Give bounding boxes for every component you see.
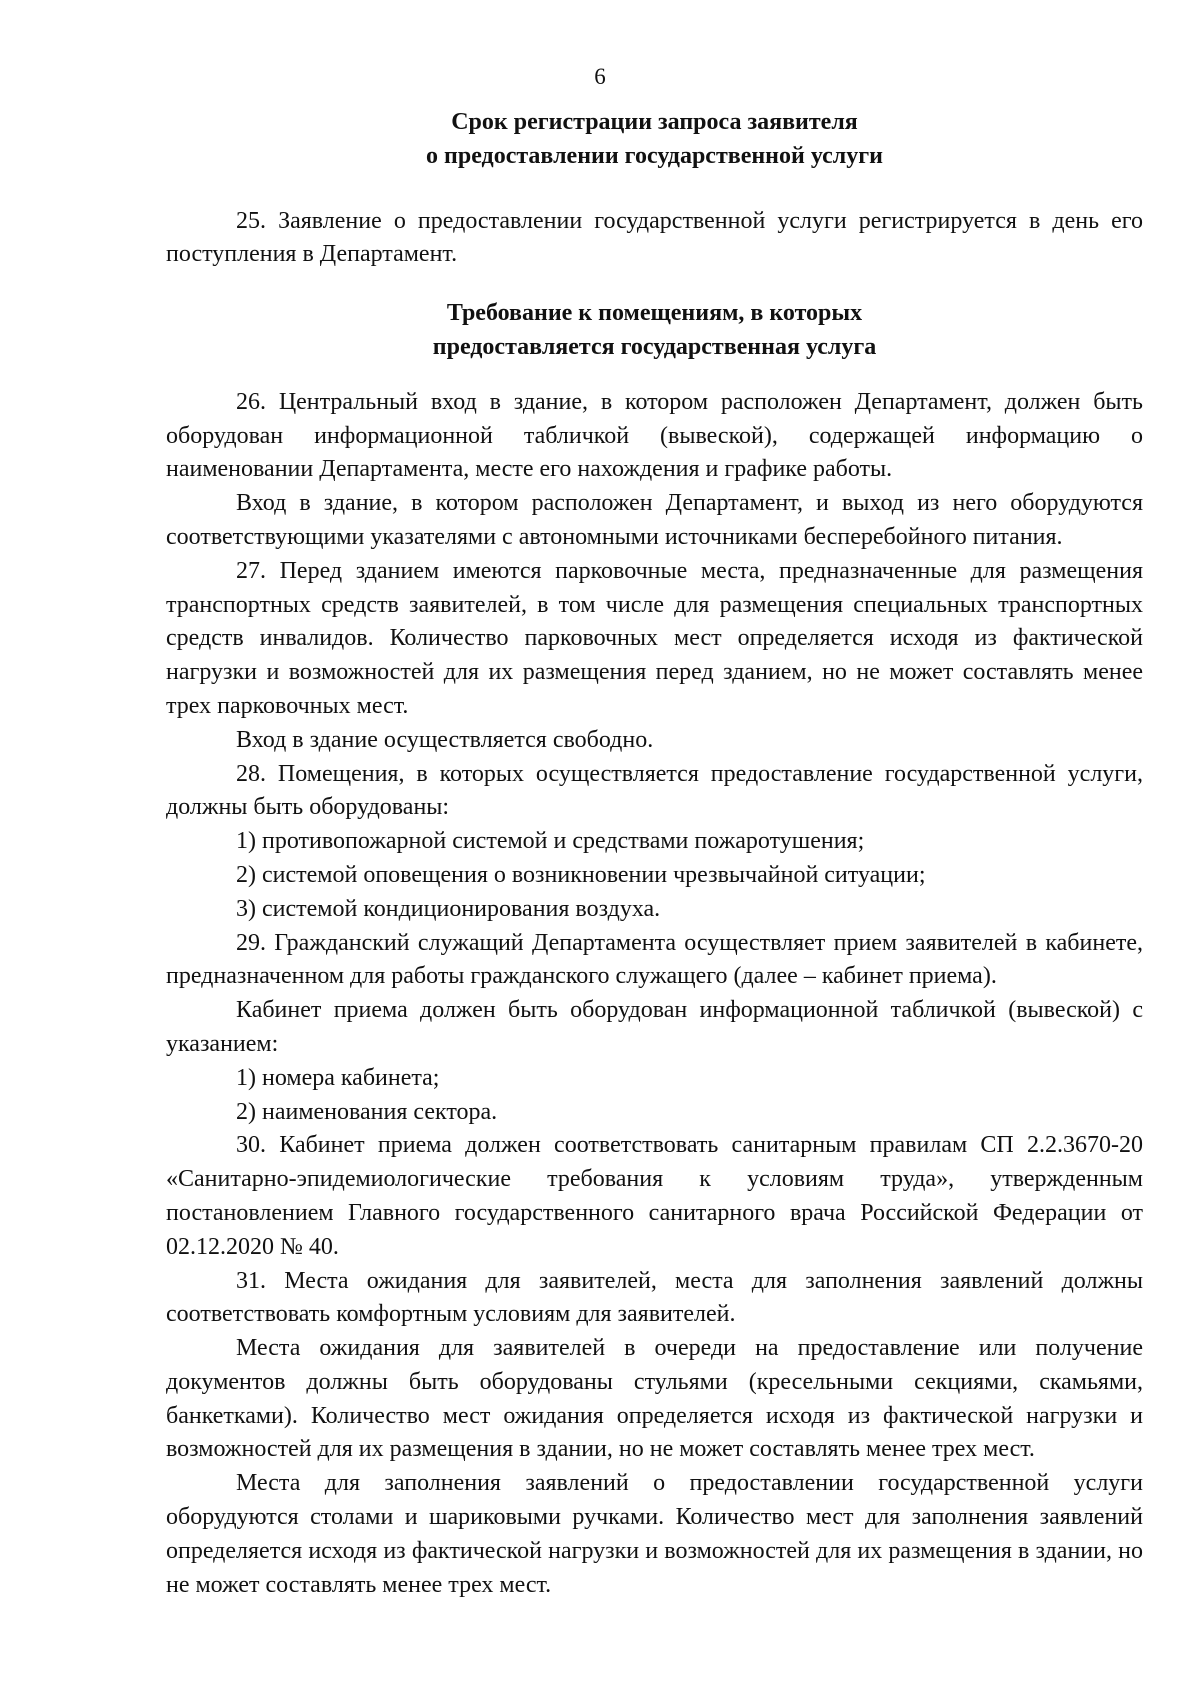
heading-line: предоставляется государственная услуга [432, 333, 877, 360]
heading-line: Срок регистрации запроса заявителя [451, 109, 858, 135]
paragraph-31: 31. Места ожидания для заявителей, места для заполнения заявлений должны соответствовать комфортным условиям для заявителей. [166, 1267, 1143, 1328]
list-item: 2) системой оповещения о возникновении чрезвычайной ситуации; [236, 861, 926, 888]
paragraph-26: 26. Центральный вход в здание, в котором расположен Департамент, должен быть оборудован информационной табличкой (вывеской), содержащей информацию о наименовании Департамента, месте его нахождения и графике работы. [166, 388, 1143, 483]
paragraph-25: 25. Заявление о предоставлении государственной услуги регистрируется в день его поступления в Департамент. [166, 207, 1143, 268]
document-body [166, 106, 1143, 1602]
paragraph-31-filling: Места для заполнения заявлений о предоставлении государственной услуги оборудуются столами и шариковыми ручками. Количество мест для заполнения заявлений определяется исходя из фактической нагрузки и возможностей для их размещения в здании, но не может составлять менее трех мест. [166, 1470, 1143, 1598]
heading-line: Требование к помещениям, в которых [446, 300, 863, 327]
section-heading-registration [166, 106, 1143, 174]
list-item: 2) наименования сектора. [236, 1098, 498, 1125]
heading-line: о предоставлении государственной услуги [426, 142, 883, 169]
list-item: 1) противопожарной системой и средствами пожаротушения; [236, 828, 865, 855]
page-number: 6 [594, 64, 606, 89]
section-heading-premises [166, 297, 1143, 365]
paragraph-29-sign: Кабинет приема должен быть оборудован информационной табличкой (вывеской) с указанием: [166, 997, 1143, 1057]
paragraph-27-free-entry: Вход в здание осуществляется свободно. [236, 726, 654, 753]
paragraph-26-entrance: Вход в здание, в котором расположен Департамент, и выход из него оборудуются соответствующими указателями с автономными источниками бесперебойного питания. [166, 490, 1143, 550]
list-item: 3) системой кондиционирования воздуха. [236, 895, 661, 922]
paragraph-30: 30. Кабинет приема должен соответствовать санитарным правилам СП 2.2.3670-20 «Санитарно-эпидемиологические требования к условиям труда», утвержденным постановлением Главного государственного санитарного врача Российской Федерации от 02.12.2020 № 40. [166, 1132, 1143, 1260]
paragraph-31-waiting: Места ожидания для заявителей в очереди на предоставление или получение документов должны быть оборудованы стульями (кресельными секциями, скамьями, банкетками). Количество мест ожидания определяется исходя из фактической нагрузки и возможностей для их размещения в здании, но не может составлять менее трех мест. [166, 1335, 1143, 1463]
list-item: 1) номера кабинета; [236, 1064, 440, 1091]
paragraph-28: 28. Помещения, в которых осуществляется предоставление государственной услуги, должны быть оборудованы: [166, 760, 1143, 821]
paragraph-27: 27. Перед зданием имеются парковочные места, предназначенные для размещения транспортных средств заявителей, в том числе для размещения специальных транспортных средств инвалидов. Количество парковочных мест определяется исходя из фактической нагрузки и возможностей для их размещения перед зданием, но не может составлять менее трех парковочных мест. [166, 557, 1143, 719]
paragraph-29: 29. Гражданский служащий Департамента осуществляет прием заявителей в кабинете, предназначенном для работы гражданского служащего (далее – кабинет приема). [166, 929, 1143, 990]
